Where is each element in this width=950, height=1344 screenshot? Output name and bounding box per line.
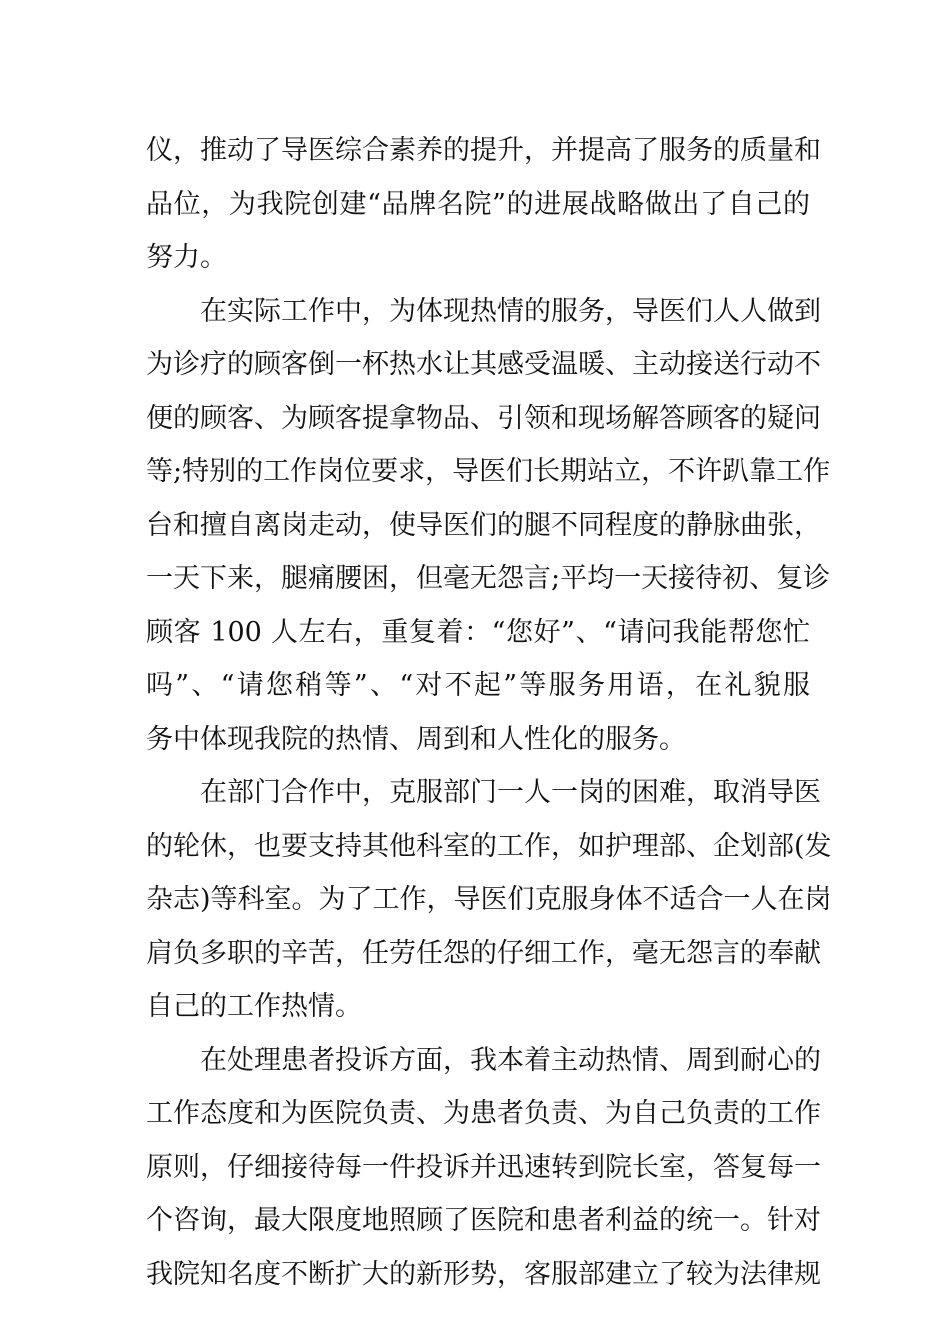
text-line: 顾客 100 人左右，重复着：“您好”、“请问我能帮您忙 xyxy=(146,616,810,648)
text-line: 的轮休，也要支持其他科室的工作，如护理部、企划部(发 xyxy=(146,830,832,862)
text-line: 我院知名度不断扩大的新形势，客服部建立了较为法律规 xyxy=(146,1258,821,1290)
text-line: 吗”、“请您稍等”、“对不起”等服务用语，在礼貌服 xyxy=(146,670,810,701)
text-line: 等;特别的工作岗位要求，导医们长期站立，不许趴靠工作 xyxy=(146,456,831,487)
body-text xyxy=(146,124,832,1301)
text-line: 自己的工作热情。 xyxy=(146,991,362,1022)
text-line: 品位，为我院创建“品牌名院”的进展战略做出了自己的 xyxy=(146,188,810,220)
text-line: 杂志)等科室。为了工作，导医们克服身体不适合一人在岗 xyxy=(146,884,832,915)
text-line: 为诊疗的顾客倒一杯热水让其感受温暖、主动接送行动不 xyxy=(146,349,821,380)
text-line: 肩负多职的辛苦，任劳任怨的仔细工作，毫无怨言的奉献 xyxy=(146,937,821,969)
text-line: 务中体现我院的热情、周到和人性化的服务。 xyxy=(146,723,686,755)
paragraph-3 xyxy=(146,766,832,1034)
text-line: 在部门合作中，克服部门一人一岗的困难，取消导医 xyxy=(200,777,821,808)
paragraph-1 xyxy=(146,124,821,285)
paragraph-4 xyxy=(146,1034,821,1302)
text-line: 在实际工作中，为体现热情的服务，导医们人人做到 xyxy=(200,295,821,327)
text-line: 仪，推动了导医综合素养的提升，并提高了服务的质量和 xyxy=(146,135,821,166)
text-line: 努力。 xyxy=(146,242,227,273)
text-line: 原则，仔细接待每一件投诉并迅速转到院长室，答复每一 xyxy=(146,1151,821,1183)
paragraph-2 xyxy=(146,285,831,767)
text-line: 工作态度和为医院负责、为患者负责、为自己负责的工作 xyxy=(146,1098,821,1129)
text-line: 便的顾客、为顾客提拿物品、引领和现场解答顾客的疑问 xyxy=(146,402,821,434)
text-line: 个咨询，最大限度地照顾了医院和患者利益的统一。针对 xyxy=(146,1205,821,1236)
text-line: 台和擅自离岗走动，使导医们的腿不同程度的静脉曲张， xyxy=(146,509,821,541)
text-line: 一天下来，腿痛腰困，但毫无怨言;平均一天接待初、复诊 xyxy=(146,563,831,594)
text-line: 在处理患者投诉方面，我本着主动热情、周到耐心的 xyxy=(200,1044,821,1076)
